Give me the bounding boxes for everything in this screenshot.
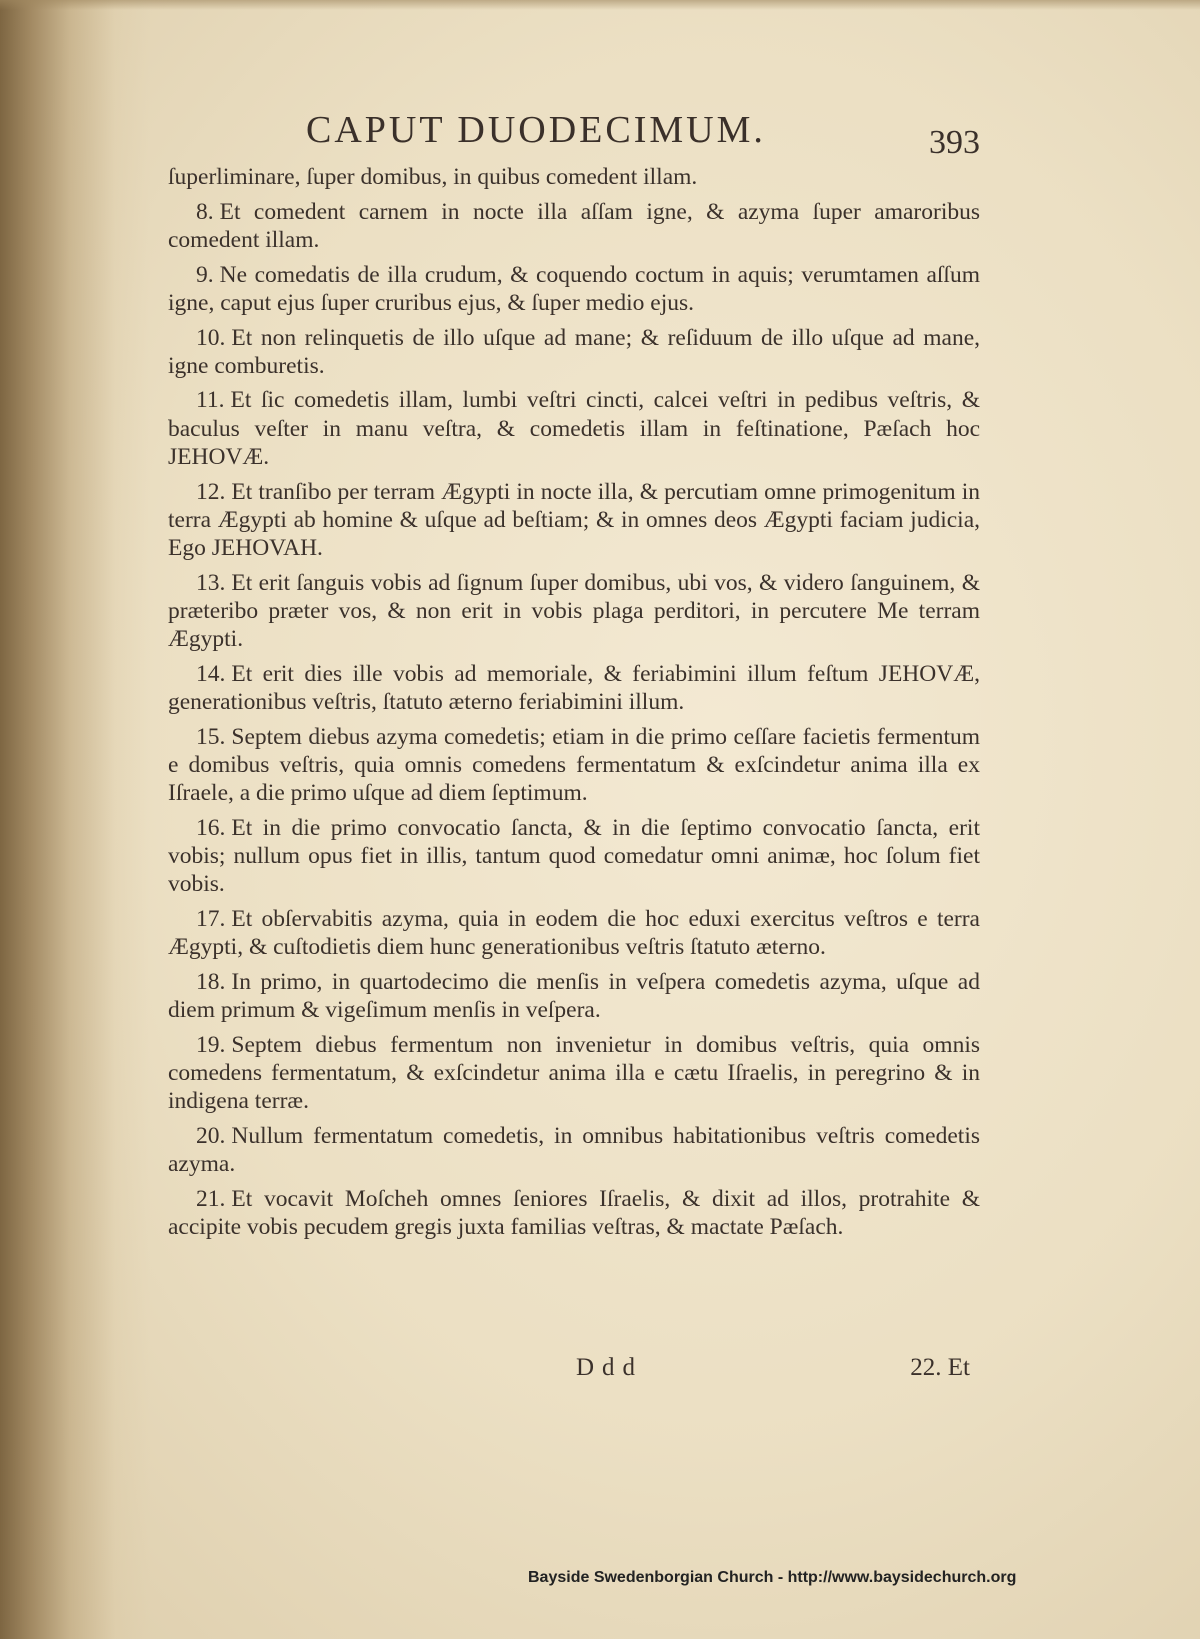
paragraph-continuation: [168, 163, 980, 191]
verse-text: Et in die primo convocatio ſancta, & in die ſeptimo convocatio ſancta, erit vobis; nullum opus fiet in illis, tantum quod comedatur omni animæ, hoc ſolum fiet vobis.: [168, 814, 980, 898]
verse-text: Et non relinquetis de illo uſque ad mane; & reſiduum de illo uſque ad mane, igne comburetis.: [168, 324, 980, 379]
verse-number: 21.: [196, 1185, 226, 1212]
verse-text: Septem diebus azyma comedetis; etiam in die primo ceſſare facietis fermentum e domibus veſtris, quia omnis comedens fermentatum & exſcindetur anima illa ex Iſraele, a die primo uſque ad diem ſeptimum.: [168, 723, 980, 807]
verse-text: Nullum fermentatum comedetis, in omnibus habitationibus veſtris comedetis azyma.: [168, 1122, 980, 1177]
running-title: CAPUT DUODECIMUM.: [306, 109, 766, 151]
verse-17: [168, 905, 980, 961]
verse-number: 18.: [196, 968, 226, 995]
verse-21: [168, 1185, 980, 1241]
verse-8: [168, 198, 980, 254]
verse-number: 14.: [196, 660, 226, 687]
page-top-edge: [0, 0, 1200, 10]
verse-10: [168, 324, 980, 380]
verse-text: Et erit dies ille vobis ad memoriale, & feriabimini illum feſtum JEHOVÆ, generationibus veſtris, ſtatuto æterno feriabimini illum.: [168, 660, 980, 715]
verse-number: 13.: [196, 569, 226, 596]
verse-number: 9.: [196, 261, 214, 288]
verse-number: 19.: [196, 1031, 226, 1058]
verse-text: Et vocavit Moſcheh omnes ſeniores Iſraelis, & dixit ad illos, protrahite & accipite vobis pecudem gregis juxta familias veſtras, & mactate Pæſach.: [168, 1185, 980, 1240]
text-body: [168, 163, 980, 1248]
verse-number: 11.: [196, 387, 225, 414]
signature-mark: Ddd: [576, 1354, 644, 1381]
verse-number: 17.: [196, 905, 226, 932]
verse-19: [168, 1031, 980, 1116]
verse-14: [168, 660, 980, 716]
verse-text: Et erit ſanguis vobis ad ſignum ſuper domibus, ubi vos, & videro ſanguinem, & præteribo præter vos, & non erit in vobis plaga perditori, in percutere Me terram Ægypti.: [168, 569, 980, 653]
verse-text: Et obſervabitis azyma, quia in eodem die hoc eduxi exercitus veſtros e terra Ægypti, & cuſtodietis diem hunc generationibus veſtris ſtatuto æterno.: [168, 905, 980, 961]
verse-text: Ne comedatis de illa crudum, & coquendo coctum in aquis; verumtamen aſſum igne, caput ejus ſuper cruribus ejus, & ſuper medio ejus.: [168, 261, 980, 316]
paragraph-text: ſuperliminare, ſuper domibus, in quibus comedent illam.: [168, 164, 698, 190]
page-footer: [168, 1354, 980, 1388]
verse-number: 20.: [196, 1122, 226, 1149]
verse-text: Et ſic comedetis illam, lumbi veſtri cincti, calcei veſtri in pedibus veſtris, & baculus veſter in manu veſtra, & comedetis illam in feſtinatione, Pæſach hoc JEHOVÆ.: [168, 387, 980, 470]
page-number: 393: [929, 124, 980, 161]
verse-15: [168, 723, 980, 808]
running-head: [160, 108, 980, 164]
verse-13: [168, 569, 980, 654]
source-credit: Bayside Swedenborgian Church - http://www.baysidechurch.org: [528, 1569, 1017, 1586]
verse-18: [168, 968, 980, 1024]
verse-number: 10.: [196, 324, 226, 351]
verse-9: [168, 261, 980, 317]
verse-number: 12.: [196, 478, 226, 505]
verse-number: 16.: [196, 814, 226, 841]
binding-shadow: [0, 0, 150, 1639]
verse-text: Et comedent carnem in nocte illa aſſam igne, & azyma ſuper amaroribus comedent illam.: [168, 198, 980, 253]
verse-11: [168, 386, 980, 471]
verse-20: [168, 1122, 980, 1178]
verse-12: [168, 478, 980, 563]
verse-text: Et tranſibo per terram Ægypti in nocte illa, & percutiam omne primogenitum in terra Ægypti ab homine & uſque ad beſtiam; & in omnes deos Ægypti faciam judicia, Ego JEHOVAH.: [168, 478, 980, 561]
verse-16: [168, 814, 980, 899]
verse-text: In primo, in quartodecimo die menſis in veſpera comedetis azyma, uſque ad diem primum & vigeſimum menſis in veſpera.: [168, 968, 980, 1023]
verse-text: Septem diebus fermentum non invenietur in domibus veſtris, quia omnis comedens fermentatum, & exſcindetur anima illa e cætu Iſraelis, in peregrino & in indigena terræ.: [168, 1031, 980, 1115]
verse-number: 15.: [196, 723, 226, 750]
verse-number: 8.: [196, 198, 214, 225]
catchword: 22. Et: [910, 1354, 970, 1381]
